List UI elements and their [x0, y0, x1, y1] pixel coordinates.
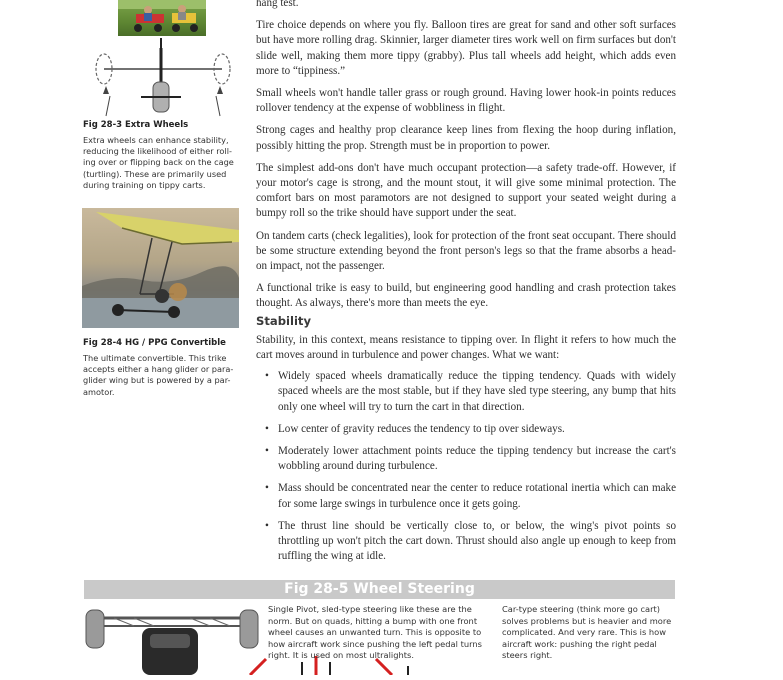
caption-line: right. It is used on most ultralights.: [268, 650, 414, 661]
caption-line: accepts either a hang glider or para-: [83, 364, 234, 375]
fig28-4-caption-title: Fig 28-4 HG / PPG Convertible: [83, 338, 226, 348]
list-item: • Mass should be concentrated near the center to reduce rotational inertia which can make for some large swings in turbulence once it gets going.: [256, 481, 676, 511]
fig28-4-photo: [82, 208, 239, 328]
caption-line: The ultimate convertible. This trike: [83, 353, 227, 363]
caption-line: solves problems but is heavier and more: [502, 615, 672, 626]
caption-line: (turtling). These are primarily used: [83, 168, 227, 179]
paragraph-tire-choice: Tire choice depends on where you fly. Balloon tires are great for sand and other soft surfaces but have more rolling drag. Skinnier, larger diameter tires work well on firm surfaces but don't slide well, making them more tippy (grabby). Plus tall wheels add height, which adds even more to “tippiness.”: [256, 19, 676, 77]
caption-line: Single Pivot, sled-type steering like these are the: [268, 604, 472, 614]
stability-heading: Stability: [256, 313, 312, 328]
fig28-3-photo: [118, 0, 206, 36]
extra-wheels-diagram: [88, 38, 238, 118]
fig28-5-caption-single-pivot: [268, 604, 496, 662]
stability-bullet-list: [256, 369, 676, 564]
caption-line: Extra wheels can enhance stability,: [83, 135, 229, 145]
list-item: • Low center of gravity reduces the tendency to tip over sideways.: [256, 422, 676, 437]
fig28-4-caption: [83, 353, 248, 398]
caption-line: during training on tippy carts.: [83, 179, 206, 190]
caption-line: aircraft work: pushing the right pedal: [502, 638, 657, 649]
caption-line: how aircraft work since pushing the left pedal turns: [268, 638, 482, 649]
caption-line: wheel causes an unwanted turn. This is opposite to: [268, 627, 482, 638]
caption-line: amotor.: [83, 386, 115, 397]
caption-line: norm. But on quads, hitting a bump with one front: [268, 615, 478, 626]
paragraph-functional-trike: A functional trike is easy to build, but engineering good handling and crash protection takes thought. As always, there's more than meets the eye.: [256, 282, 676, 310]
paragraph-strong-cages: Strong cages and healthy prop clearance keep lines from flexing the hoop during inflation, possibly hitting the prop. Strength must be in proportion to power.: [256, 124, 676, 152]
stability-intro: Stability, in this context, means resistance to tipping over. In flight it refers to how much the cart moves around in turbulence and power changes. What we want:: [256, 333, 676, 362]
list-item: • Moderately lower attachment points reduce the tipping tendency but increase the cart's wobbling around during turbulence.: [256, 444, 676, 474]
top-line: hang test.: [256, 0, 299, 9]
paragraph-add-ons: The simplest add-ons don't have much occupant protection—a safety trade-off. However, if your motor's cage is strong, and the mount stout, it will give some minimal protection. The comfort bars on most paramotors are not designed to support your seated weight during a bumpy roll so the trike should have support under the seat.: [256, 161, 676, 220]
caption-line: glider wing but is powered by a par-: [83, 375, 231, 386]
fig28-3-caption-title: Fig 28-3 Extra Wheels: [83, 120, 189, 130]
list-item: • The thrust line should be vertically close to, or below, the wing's pivot points so throttling up won't pitch the cart down. Thrust should also angle up enough to keep from ruffling the wing at idle.: [256, 519, 676, 565]
caption-line: reducing the likelihood of either roll-: [83, 146, 232, 157]
steering-cart-illustration: [84, 604, 260, 675]
caption-line: complicated. And very rare. This is how: [502, 627, 667, 638]
list-item: • Widely spaced wheels dramatically reduce the tipping tendency. Quads with widely spaced wheels are the most stable, but if they have sled type steering, any bump that hits only one wheel will try to turn the cart in that direction.: [256, 369, 676, 415]
fig28-3-caption: [83, 135, 248, 191]
caption-line: Car-type steering (think more go cart): [502, 604, 660, 614]
caption-line: ing over or flipping back on the cage: [83, 157, 234, 168]
caption-line: steers right.: [502, 650, 553, 661]
main-text-column: [256, 0, 676, 572]
fig28-5-banner: Fig 28-5 Wheel Steering: [84, 580, 675, 599]
fig28-5-caption-car-type: [502, 604, 680, 662]
paragraph-small-wheels: Small wheels won't handle taller grass or rough ground. Having lower hook-in points reduces rollover tendency at the expense of wobbliness in flight.: [256, 87, 676, 115]
paragraph-tandem: On tandem carts (check legalities), look for protection of the front seat occupant. There should be some structure extending beyond the front person's legs so that the frame absorbs a head-on impact, not the passenger.: [256, 229, 676, 273]
